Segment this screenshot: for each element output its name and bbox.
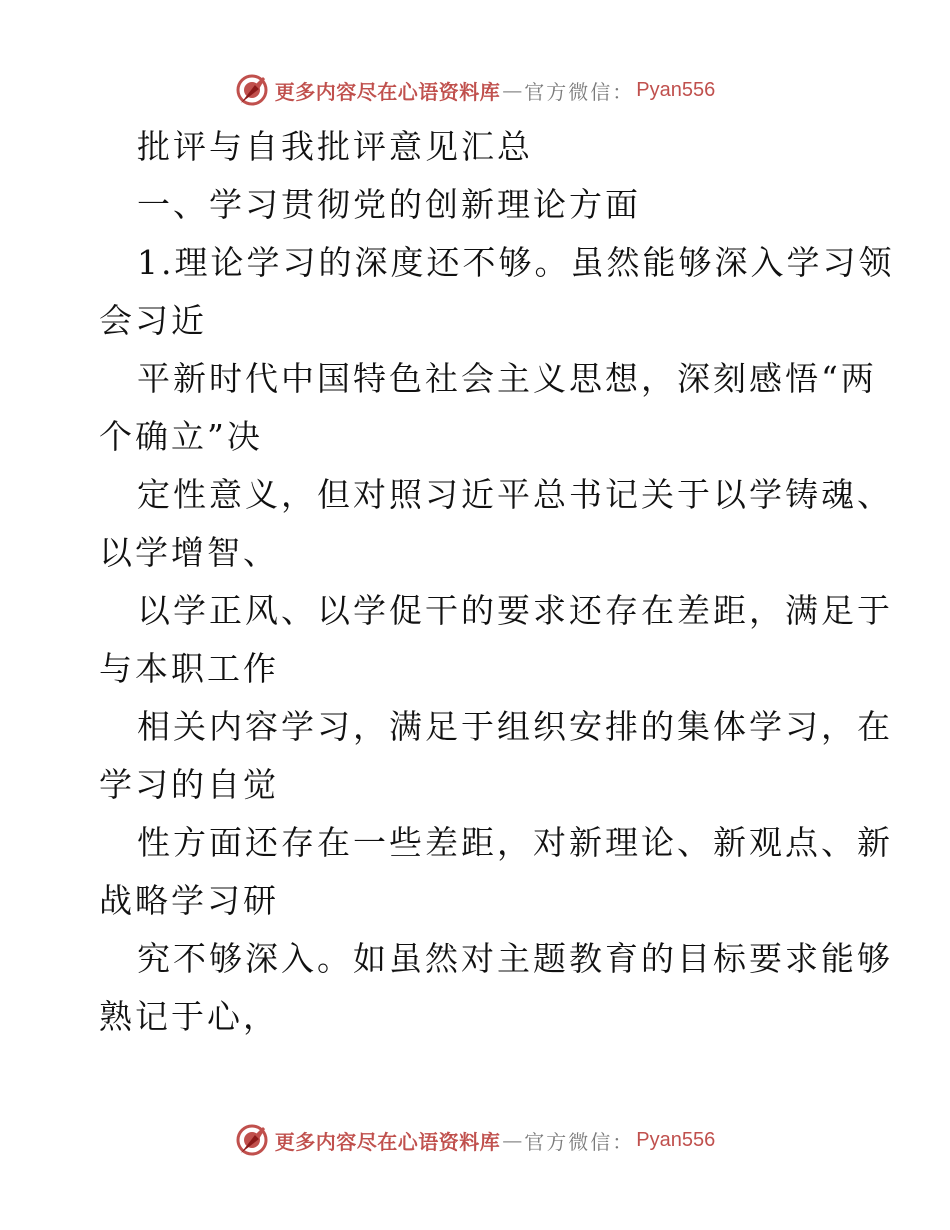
pen-logo-icon [235, 73, 269, 107]
banner-dash: — [502, 1128, 523, 1152]
footer-banner [0, 1120, 950, 1160]
document-title: 批评与自我批评意见汇总 [137, 127, 533, 166]
text-line: 熟记于心， [99, 997, 279, 1036]
banner-dash: — [502, 78, 523, 102]
text-line: 与本职工作 [99, 649, 279, 688]
pen-logo-icon [235, 1123, 269, 1157]
banner-title: 更多内容尽在心语资料库 [274, 1129, 501, 1154]
text-line: 一、学习贯彻党的创新理论方面 [137, 185, 641, 224]
banner-wechat-id: Pyan556 [636, 1128, 716, 1151]
text-line: 战略学习研 [99, 881, 279, 920]
text-line: 个确立”决 [99, 417, 263, 456]
banner-wechat-id: Pyan556 [636, 78, 716, 101]
text-line: 平新时代中国特色社会主义思想，深刻感悟“两 [137, 359, 877, 398]
banner-label: 官方微信： [524, 1129, 635, 1154]
header-banner [0, 70, 950, 110]
text-line: 定性意义，但对照习近平总书记关于以学铸魂、 [137, 475, 893, 514]
banner-label: 官方微信： [524, 79, 635, 104]
text-line: 以学正风、以学促干的要求还存在差距，满足于 [137, 591, 893, 630]
document-body [99, 118, 895, 1046]
text-line: 1.理论学习的深度还不够。虽然能够深入学习领 [137, 243, 895, 282]
banner-title: 更多内容尽在心语资料库 [274, 79, 501, 104]
text-line: 究不够深入。如虽然对主题教育的目标要求能够 [137, 939, 893, 978]
text-line: 相关内容学习，满足于组织安排的集体学习，在 [137, 707, 893, 746]
text-line: 以学增智、 [99, 533, 279, 572]
text-line: 会习近 [99, 301, 207, 340]
text-line: 学习的自觉 [99, 765, 279, 804]
text-line: 性方面还存在一些差距，对新理论、新观点、新 [137, 823, 893, 862]
